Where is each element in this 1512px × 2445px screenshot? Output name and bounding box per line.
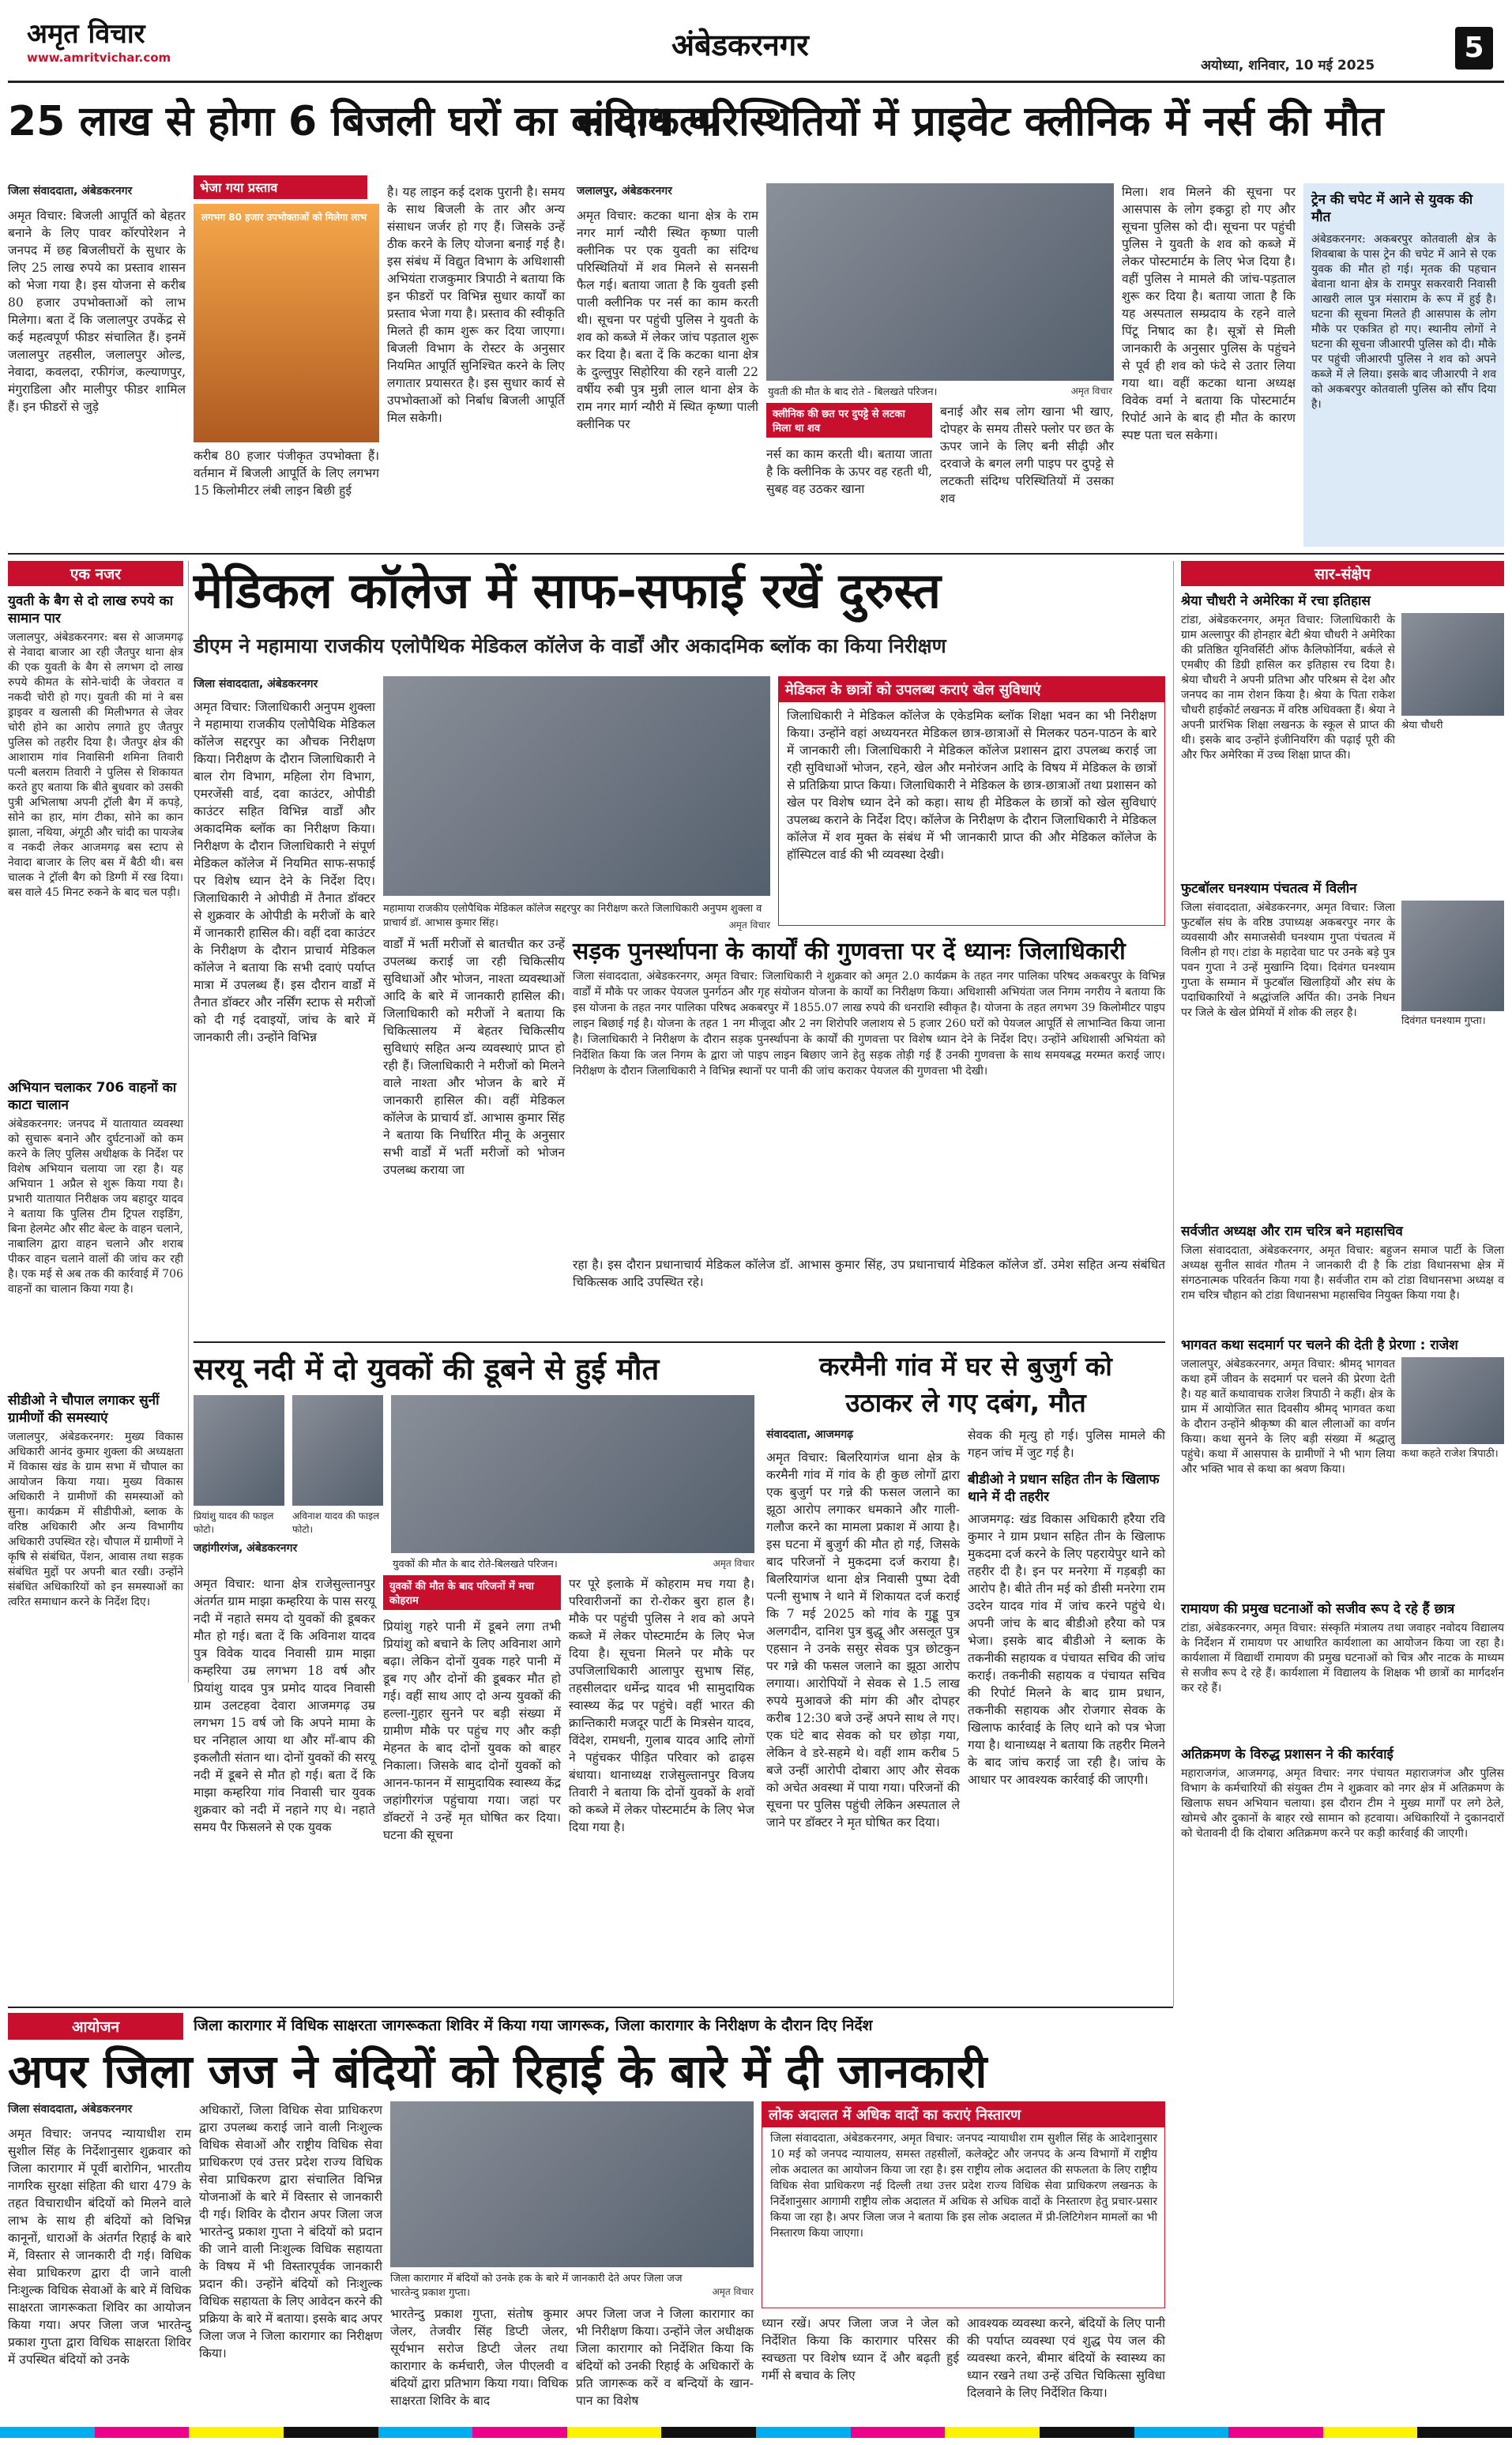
story1-col1: अमृत विचार: बिजली आपूर्ति को बेहतर बनाने के लिए पावर कॉरपोरेशन ने जनपद में छह बिजलीघरों के सुधार के लिए 25 लाख रुपये का प्रस्ताव शासन को भेजा गया है। इस योजना से करीब 80 हजार उपभोक्ताओं को लाभ मिलेगा। बता दें कि जलालपुर उपकेंद्र से कई महत्वपूर्ण फीडर संचालित हैं। इनमें जलालपुर तहसील, जलालपुर ओल्ड, नेवादा, कवलदा, रफीगंज, कल्याणपुर, मंगुराडिला और मालीपुर फीडर शामिल हैं। इन फीडरों से जुड़े: [8, 209, 186, 414]
sar-item-photo-caption: श्रेया चौधरी: [1401, 720, 1443, 732]
river-photo3-caption: युवकों की मौत के बाद रोते-बिलखते परिजन।: [393, 1559, 558, 1570]
medical-col1: अमृत विचार: जिलाधिकारी अनुपम शुक्ला ने महामाया राजकीय एलोपैथिक मेडिकल कॉलेज सद्दरपुर का औचक निरीक्षण किया। निरीक्षण के दौरान जिलाधिकारी ने बाल रोग विभाग, महिला रोग विभाग, एमरजेंसी वार्ड, दवा काउंटर, ओपीडी काउंटर सहित विभिन्न वार्डों और अकादमिक ब्लॉक का निरीक्षण किया। निरीक्षण के दौरान जिलाधिकारी ने संपूर्ण मेडिकल कॉलेज में नियमित साफ-सफाई पर विशेष ध्यान देने के निर्देश दिए। जिलाधिकारी ने ओपीडी में तैनात डॉक्टर से शुक्रवार के ओपीडी के मरीजों के बारे में जानकारी हासिल की। वहीं दवा काउंटर के निरीक्षण के दौरान प्राचार्य मेडिकल कॉलेज ने बताया कि सभी दवाएं पर्याप्त मात्रा में उपलब्ध हैं। इस दौरान वार्डों में तैनात डॉक्टर और नर्सिंग स्टाफ से मरीजों को दी गई दवाइयों, जांच के बारे में जानकारी ली। उन्होंने विभिन्न: [194, 700, 375, 1044]
court-strap: जिला कारागार में विधिक साक्षरता जागरूकता शिविर में किया गया जागरूक, जिला कारागार के निरीक्षण के दौरान दिए निर्देश: [194, 2017, 873, 2034]
sar-item-text: टांडा, अंबेडकरनगर, अमृत विचार: संस्कृति मंत्रालय तथा जवाहर नवोदय विद्यालय के निर्देशन में रामायण पर आधारित कार्यशाला का आयोजन किया जा रहा है। कार्यशाला में विद्यार्थी रामायण की प्रमुख घटनाओं को चित्र और नाटक के माध्यम से सजीव रूप दे रहे हैं। कार्यशाला में विद्यालय के शिक्षक भी छात्रों का मार्गदर्शन कर रहे हैं।: [1181, 1622, 1504, 1695]
ek-nazar-item-title: सीडीओ ने चौपाल लगाकर सुनीं ग्रामीणों की समस्याएं: [8, 1393, 160, 1426]
river-col1: अमृत विचार: थाना क्षेत्र राजेसुल्तानपुर अंतर्गत ग्राम माझा कम्हरिया के पास सरयू नदी में नहाते समय दो युवकों की डूबकर मौत हो गई। बता दें कि अविनाश यादव पुत्र विवेक यादव निवासी ग्राम माझा कम्हरिया उम्र लगभग 18 वर्ष और प्रियांशु यादव पुत्र प्रमोद यादव निवासी ग्राम उलटहवा देवारा आजमगढ़ उम्र लगभग 15 वर्ष जो कि अपने मामा के घर ननिहाल आया था और माँ-बाप की इकलौती संतान था। दोनों युवकों की सरयू नदी में डूबने से मौत हो गई। बता दें कि माझा कम्हरिया गांव निवासी चार युवक शुक्रवार को नदी में नहाने गए थे। नहाते समय पैर फिसलने से एक युवक: [194, 1577, 375, 1834]
court-label: आयोजन: [8, 2013, 183, 2040]
court-col5: ध्यान रखें। अपर जिला जज ने जेल को निर्देशित किया कि कारागार परिसर की स्वच्छता पर विशेष ध्यान दें और बढ़ती हुई गर्मी से बचाव के लिए: [762, 2316, 959, 2383]
court-box: [762, 2101, 1165, 2308]
medical-photo: [383, 676, 770, 896]
newspaper-logo: अमृत विचार: [27, 18, 145, 50]
story1-tag: भेजा गया प्रस्ताव: [194, 175, 367, 199]
sar-item-text: महाराजगंज, आजमगढ़, अमृत विचार: नगर पंचायत महाराजगंज और पुलिस विभाग के कर्मचारियों की संयुक्त टीम ने शुक्रवार को नगर क्षेत्र में अतिक्रमण के खिलाफ सघन अभियान चलाया। इस दौरान टीम ने मुख्य मार्गों पर लगे ठेले, खोमचे और दुकानों के बाहर रखे सामान को हटवाया। अधिकारियों ने दुकानदारों को चेतावनी दी कि दोबारा अतिक्रमण करने पर कड़ी कार्रवाई की जाएगी।: [1181, 1767, 1504, 1840]
story2-col3b: बनाई और सब लोग खाना भी खाए, दोपहर के समय तीसरे फ्लोर पर छत के ऊपर जाने के लिए बनी सीढ़ी और दरवाजे के बगल लगी पाइप पर दुपट्टे से लटकती संदिग्ध परिस्थितियों में उसका शव: [940, 404, 1114, 506]
medical-byline: जिला संवाददाता, अंबेडकरनगर: [194, 678, 318, 690]
medical-col2b: वार्डों में भर्ती मरीजों से बातचीत कर उन्हें उपलब्ध कराई जा रही चिकित्सीय सुविधाओं और भोजन, नाश्ता व्यवस्थाओं आदि के बारे में जानकारी हासिल की। जिलाधिकारी को मरीजों ने बताया कि चिकित्सालय में बेहतर चिकित्सीय सुविधाएं सहित अन्य व्यवस्थाएं प्राप्त हो रही हैं। जिलाधिकारी ने मरीजों को मिलने वाले नाश्ता और भोजन के बारे में जानकारी हासिल की। वहीं मेडिकल कॉलेज के प्राचार्य डॉ. आभास कुमार सिंह ने बताया कि निर्धारित मीनू के अनुसार सभी वार्डों में भर्ती मरीजों को भोजन उपलब्ध कराया जा: [383, 937, 565, 1177]
ek-nazar-item-text: जलालपुर, अंबेडकरनगर: बस से आजमगढ़ से नेवादा बाजार आ रही जैतपुर थाना क्षेत्र की एक युवती के बैग से लगभग दो लाख रुपये कीमत के सोने-चांदी के जेवरात व नकदी चोरी हो गए। युवती की मां ने बस ड्राइवर व खलासी की मिलीभगत से जेवर चोरी होने का आरोप लगाते हुए जैतपुर पुलिस को तहरीर दिया है। जैतपुर क्षेत्र की आशाराम गांव निवासिनी शमिना तिवारी पत्नी बलराम तिवारी ने पुलिस से शिकायत करते हुए बताया कि बीते बुधवार को उसकी पुत्री अभिलाषा अपनी ट्रॉली बैग में कपड़े, सोने का हार, मांग टीका, सोने का कान झाला, नथिया, अंगूठी और चांदी का पायजेब व नकदी लेकर आजमगढ़ बस स्टाप से नेवादा बाजार के लिए बस में बैठी थी। बस चालक ने ट्रॉली बैग को डिग्गी में रख दिया। बस वाले 45 मिनट रुकने के बाद चल पड़ी।: [8, 631, 183, 899]
ek-nazar-header: एक नजर: [8, 561, 183, 586]
karmaini-sub-title: बीडीओ ने प्रधान सहित तीन के खिलाफ थाने में दी तहरीर: [968, 1472, 1160, 1505]
ek-nazar-column: [8, 561, 183, 1683]
river-col3: पर पूरे इलाके में कोहराम मच गया है। परिवारीजनों का रो-रोकर बुरा हाल है। मौके पर पहुंची पुलिस ने शव को अपने कब्जे में लेकर पोस्टमार्टम के लिए भेज दिया है। सूचना मिलने पर मौके पर उपजिलाधिकारी आलापुर सुभाष सिंह, तहसीलदार धर्मेन्द्र यादव भी सामुदायिक स्वास्थ्य केंद्र पर पहुंचे। वहीं भारत की क्रान्तिकारी मजदूर पार्टी के मित्रसेन यादव, विंदेश, रामधनी, गुलाब यादव आदि लोगों ने पहुंचकर पीड़ित परिवार को ढाढ़स बंधाया। थानाध्यक्ष राजेसुल्तानपुर विजय तिवारी ने बताया कि दोनों युवकों के शवों को कब्जे में लेकर पोस्टमार्टम के लिए भेज दिया गया है।: [569, 1577, 754, 1834]
page-number: 5: [1455, 27, 1493, 70]
sar-sankshep-column: [1181, 561, 1504, 2007]
court-col2: अधिकारों, जिला विधिक सेवा प्राधिकरण द्वारा उपलब्ध कराई जाने वाली निःशुल्क विधिक सेवाओं और राष्ट्रीय विधिक सेवा प्राधिकरण एवं उत्तर प्रदेश राज्य विधिक सेवा प्राधिकरण द्वारा संचालित विभिन्न योजनाओं के बारे में विस्तार से जानकारी दी गई। शिविर के दौरान अपर जिला जज भारतेन्दु प्रकाश गुप्ता ने बंदियों को प्रदान की जाने वाली निःशुल्क विधिक सहायता के विषय में भी विस्तारपूर्वक जानकारी प्रदान की। उन्होंने बंदियों को निःशुल्क विधिक सहायता के लिए आवेदन करने की प्रक्रिया के बारे में बताया। इसके बाद अपर जिला जज ने जिला कारागार का निरीक्षण किया।: [199, 2103, 382, 2360]
registration-color-bar: [0, 2427, 1512, 2438]
sar-item-title: रामायण की प्रमुख घटनाओं को सजीव रूप दे रहे हैं छात्र: [1181, 1601, 1455, 1617]
river-headline: सरयू नदी में दो युवकों की डूबने से हुई मौत: [194, 1352, 660, 1386]
sar-sankshep-header: सार-संक्षेप: [1181, 561, 1504, 586]
story1-photo-caption: करीब 80 हजार पंजीकृत उपभोक्ता हैं। वर्तमान में बिजली आपूर्ति के लिए लगभग 15 किलोमीटर लंबी लाइन बिछी हुई: [194, 449, 379, 498]
ek-nazar-divider: [188, 561, 189, 1683]
court-col3b: भारतेन्दु प्रकाश गुप्ता, संतोष कुमार जेलर, तेजवीर सिंह डिप्टी जेलर, सूर्यभान सरोज डिप्टी जेलर तथा कारागार के कर्मचारी, जेल पीएलवी व बंदियों द्वारा प्रतिभाग किया गया। विधिक साक्षरता शिविर के बाद: [390, 2307, 568, 2408]
story2-byline: जलालपुर, अंबेडकरनगर: [577, 185, 672, 197]
story2-col4: मिला। शव मिलने की सूचना पर आसपास के लोग इकट्ठा हो गए और सूचना पुलिस को दी। सूचना पर पहुंची पुलिस ने युवती के शव को कब्जे में लेकर पोस्टमार्टम के लिए भेज दिया है। वहीं पुलिस ने मामले की जांच-पड़ताल शुरू कर दिया है। बताया जाता है कि यह अस्पताल सम्प्रदाय के रहने वाले पिंटू निषाद का है। सूत्रों से मिली जानकारी के अनुसार पुलिस के पहुंचने से पूर्व ही शव को फंदे से उतार लिया गया था। वहीं कटका थाना अध्यक्ष विवेक वर्मा ने बताया कि पोस्टमार्टम रिपोर्ट आने के बाद ही मौत के कारण स्पष्ट पता चल सकेगा।: [1122, 185, 1296, 442]
sar-item-title: श्रेया चौधरी ने अमेरिका में रचा इतिहास: [1181, 593, 1371, 609]
story1-byline: जिला संवाददाता, अंबेडकरनगर: [8, 185, 133, 197]
sar-item-title: भागवत कथा सदमार्ग पर चलने की देती है प्रेरणा : राजेश: [1181, 1337, 1458, 1353]
medical-photo-caption: महामाया राजकीय एलोपैथिक मेडिकल कॉलेज सद्दरपुर का निरीक्षण करते जिलाधिकारी अनुपम शुक्ला व प्राचार्य डॉ. आभास कुमार सिंह।: [383, 903, 762, 929]
sar-item-photo: [1401, 1357, 1504, 1444]
story1-headline: 25 लाख से होगा 6 बिजली घरों का कायाकल्प: [8, 98, 720, 145]
train-sidebar: [1303, 183, 1504, 547]
karmaini-sub-text: आजमगढ़: खंड विकास अधिकारी हरैया रवि कुमार ने ग्राम प्रधान सहित तीन के खिलाफ मुकदमा दर्ज करने के लिए पहरायेपुर थाने को तहरीर दी है। इन पर मनरेगा में गड़बड़ी का आरोप है। बीते तीन मई को डीसी मनरेगा राम उदरेन यादव गांव में जांच करने पहुंचे थे। अपनी जांच के बाद बीडीओ हरैया को पत्र भेजा। इसके बाद बीडीओ ने ब्लाक के तकनीकी सहायक व पंचायत सचिव की जांच कराई। तकनीकी सहायक व पंचायत सचिव की रिपोर्ट मिलने के बाद ग्राम प्रधान, तकनीकी सहायक और रोजगार सेवक के खिलाफ कार्रवाई के लिए थाने को पत्र भेजा गया है। थानाध्यक्ष ने बताया कि तहरीर मिलने के बाद जांच कराई जा रही है। जांच के आधार पर आवश्यक कार्रवाई की जाएगी।: [968, 1512, 1165, 1787]
karmaini-byline: संवाददाता, आजमगढ़: [766, 1428, 853, 1441]
court-col6: आवश्यक व्यवस्था करने, बंदियों के लिए पानी की पर्याप्त व्यवस्था एवं शुद्ध पेय जल की व्यवस्था करने, बीमार बंदियों के स्वास्थ्य का ध्यान रखने तथा उन्हें उचित चिकित्सा सुविधा दिलवाने के लिए निर्देशित किया।: [967, 2316, 1165, 2400]
river-photo3-credit: अमृत विचार: [713, 1558, 754, 1569]
court-photo: [390, 2101, 754, 2267]
road-headline: सड़क पुनर्स्थापना के कार्यों की गुणवत्ता पर दें ध्यानः जिलाधिकारी: [573, 938, 1126, 965]
row1-rule: [8, 553, 1504, 555]
row3-rule: [8, 2007, 1173, 2008]
sar-item-title: फुटबॉलर घनश्याम पंचतत्व में विलीन: [1181, 881, 1357, 897]
row2-rule: [194, 1341, 1165, 1343]
court-col1: अमृत विचार: जनपद न्यायाधीश राम सुशील सिंह के निर्देशानुसार शुक्रवार को जिला कारागार में पूर्वी बारोगिन, भारतीय नागरिक सुरक्षा संहिता की धारा 479 के तहत विचाराधीन बंदियों को मिलने वाले लाभ के साथ ही बंदियों को विभिन्न कानूनों, धाराओं के अंतर्गत रिहाई के बारे में, विस्तार से जानकारी दी गई। विधिक सेवा प्राधिकरण द्वारा दी जाने वाली निःशुल्क विधिक सेवाओं के बारे में विधिक साक्षरता जागरूकता शिविर का आयोजन किया गया। अपर जिला जज भारतेन्दु प्रकाश गुप्ता द्वारा विधिक साक्षरता शिविर में उपस्थित बंदियों को उनके: [8, 2127, 191, 2367]
river-photo2: [292, 1395, 383, 1506]
train-text: अंबेडकरनगर: अकबरपुर कोतवाली क्षेत्र के शिवबाबा के पास ट्रेन की चपेट में आने से एक युवक की मौत हो गई। मृतक की पहचान बेवाना थाना क्षेत्र के रामपुर सकरवारी निवासी आखरी लाल पुत्र मंसाराम के रूप में हुई है। घटना की सूचना मिलते ही आसपास के लोग मौके पर एकत्रित हो गए। स्थानीय लोगों ने घटना की सूचना जीआरपी पुलिस को दी। मौके पर पहुंची जीआरपी पुलिस ने शव को अपने कब्जे में ले लिया। इसके बाद जीआरपी ने शव को अकबरपुर कोतवाली पुलिस को सौंप दिया है।: [1311, 233, 1496, 411]
river-highlight: युवकों की मौत के बाद परिजनों में मचा कोहराम: [383, 1575, 561, 1610]
ek-nazar-item-text: अंबेडकरनगर: जनपद में यातायात व्यवस्था को सुचारू बनाने और दुर्घटनाओं को कम करने के लिए पुलिस अधीक्षक के निर्देश पर विशेष अभियान चलाया जा रहा है। यह अभियान 1 अप्रैल से शुरू किया गया है। प्रभारी यातायात निरीक्षक जय बहादुर यादव ने बताया कि पुलिस टीम ट्रिपल राइडिंग, बिना हेलमेट और सीट बेल्ट के वाहन चलाने, नाबालिग द्वारा वाहन चलाने और शराब पीकर वाहन चलाने वालों की जांच कर रही है। एक मई से अब तक की कार्रवाई में 706 वाहनों का चालान किया गया है।: [8, 1118, 183, 1296]
court-photo-caption: जिला कारागार में बंदियों को उनके हक के बारे में जानकारी देते अपर जिला जज भारतेन्दु प्रकाश गुप्ता।: [390, 2273, 683, 2299]
ek-nazar-item-title: अभियान चलाकर 706 वाहनों का काटा चालान: [8, 1080, 177, 1113]
sar-item-photo-caption: दिवंगत घनश्याम गुप्ता।: [1401, 1015, 1486, 1027]
river-col2: प्रियांशु गहरे पानी में डूबने लगा तभी प्रियांशु को बचाने के लिए अविनाश आगे बढ़ा। लेकिन दोनों युवक गहरे पानी में डूब गए और दोनों की डूबकर मौत हो गई। वहीं साथ आए दो अन्य युवकों की हल्ला-गुहार सुनने पर बड़ी संख्या में ग्रामीण मौके पर पहुंच गए और कड़ी मेहनत के बाद दोनों युवक को बाहर निकाला। जिसके बाद दोनों युवकों को आनन-फानन में सामुदायिक स्वास्थ्य केंद्र जहांगीरगंज पहुंचाया गया। जहां पर डॉक्टरों ने उन्हें मृत घोषित कर दिया। घटना की सूचना: [383, 1619, 561, 1842]
sar-item-text: जलालपुर, अंबेडकरनगर, अमृत विचार: श्रीमद् भागवत कथा हमें जीवन के सदमार्ग पर चलने की प्रेरणा देती है। यह बातें कथावाचक राजेश त्रिपाठी ने कहीं। क्षेत्र के ग्राम में आयोजित सात दिवसीय श्रीमद् भागवत कथा के दौरान उन्होंने श्रीकृष्ण की बाल लीलाओं का वर्णन किया। कथा सुनने के लिए बड़ी संख्या में श्रद्धालु पहुंचे। कथा में आसपास के ग्रामीणों ने भी भाग लिया और भक्ति भाव से कथा का श्रवण किया।: [1181, 1358, 1395, 1476]
section-title: अंबेडकरनगर: [671, 28, 809, 62]
court-byline: जिला संवाददाता, अंबेडकरनगर: [8, 2103, 133, 2116]
story2-headline: संदिग्ध परिस्थितियों में प्राइवेट क्लीनिक में नर्स की मौत: [577, 98, 1384, 145]
court-col4b: अपर जिला जज ने जिला कारागार का भी निरीक्षण किया। उन्होंने जेल अधीक्षक जिला कारागार को निर्देशित किया कि बंदियों को उनकी रिहाई के अधिकारों के प्रति जागरूक करें व बन्दियों के खान-पान का विशेष: [576, 2307, 754, 2408]
sar-item-photo-caption: कथा कहते राजेश त्रिपाठी।: [1401, 1448, 1499, 1460]
medical-subhead: डीएम ने महामाया राजकीय एलोपैथिक मेडिकल कॉलेज के वार्डों और अकादमिक ब्लॉक का किया निरीक्षण: [194, 634, 946, 657]
karmaini-col2: सेवक की मृत्यु हो गई। पुलिस मामले की गहन जांच में जुट गई है।: [968, 1428, 1165, 1460]
masthead-rule: [8, 81, 1504, 83]
train-title: ट्रेन की चपेट में आने से युवक की मौत: [1311, 192, 1473, 225]
medical-box-title: मेडिकल के छात्रों को उपलब्ध कराएं खेल सुविधाएं: [779, 677, 1164, 702]
karmaini-col1: अमृत विचार: बिलरियागंज थाना क्षेत्र के करमैनी गांव में गांव के ही कुछ लोगों द्वारा एक बुजुर्ग पर गन्ने की फसल जलाने का झूठा आरोप लगाकर धमकाने और गाली-गलौज करने का मामला प्रकाश में आया है। इस घटना में बुजुर्ग की मौत हो गई, जिसके बाद परिजनों ने मुकदमा दर्ज कराया है। बिलरियागंज थाना क्षेत्र निवासी पुष्पा देवी पत्नी सुभाष ने थाने में शिकायत दर्ज कराई कि 7 मई 2025 को गांव के गुड्डू पुत्र अलगदीन, दानिश पुत्र बुद्धू और असलूत पुत्र एहसान ने उनके ससुर सेवक पुत्र छोटकुन पर गन्ने की फसल जलाने का झूठा आरोप लगाया। आरोपियों ने सेवक से 1.5 लाख रुपये मुआवजे की मांग की और दोपहर करीब 12:30 बजे उन्हें अपने साथ ले गए। एक घंटे बाद सेवक को घर छोड़ा गया, लेकिन वे डरे-सहमे थे। वहीं शाम करीब 5 बजे उन्हीं आरोपी दोबारा आए और सेवक को अचेत अवस्था में पाया गया। परिजनों की सूचना पर पुलिस पहुंची लेकिन अस्पताल ले जाने पर डॉक्टर ने मृत घोषित कर दिया।: [766, 1450, 960, 1830]
river-photo3: [391, 1395, 754, 1553]
story2-col2b: नर्स का काम करती थी। बताया जाता है कि क्लीनिक के ऊपर वह रहती थी, सुबह वह उठकर खाना: [766, 447, 932, 496]
sar-item-title: अतिक्रमण के विरुद्ध प्रशासन ने की कार्रवाई: [1181, 1747, 1394, 1762]
story2-photo-credit: अमृत विचार: [1070, 386, 1112, 397]
sar-item-photo: [1401, 901, 1504, 1011]
sar-item-text: टांडा, अंबेडकरनगर, अमृत विचार: जिलाधिकारी के ग्राम अल्लापुर की होनहार बेटी श्रेया चौधरी ने अमेरिका की प्रतिष्ठित यूनिवर्सिटी ऑफ कैलिफोर्निया, बर्कले से एमबीए की डिग्री हासिल कर इतिहास रच दिया है। श्रेया चौधरी ने अपनी प्रतिभा और परिश्रम से देश और जनपद का नाम रोशन किया है। श्रेया के पिता राकेश चौधरी हाईकोर्ट लखनऊ में वरिष्ठ अधिवक्ता हैं। श्रेया ने अपनी प्रारंभिक शिक्षा लखनऊ के स्कूल से प्राप्त की थी। इसके बाद उन्होंने इंजीनियरिंग की पढ़ाई पूरी की और फिर अमेरिका में उच्च शिक्षा प्राप्त की।: [1181, 614, 1395, 762]
river-photo1-caption: प्रियांशु यादव की फाइल फोटो।: [194, 1510, 274, 1535]
river-byline: जहांगीरगंज, अंबेडकरनगर: [194, 1542, 298, 1555]
karmaini-headline-line1: करमैनी गांव में घर से बुजुर्ग को: [819, 1351, 1112, 1382]
story2-photo: [766, 183, 1114, 381]
river-photo1: [194, 1395, 284, 1506]
court-box-title: लोक अदालत में अधिक वादों का कराएं निस्तारण: [762, 2102, 1164, 2127]
sar-item-text: जिला संवाददाता, अंबेडकरनगर, अमृत विचार: जिला फुटबॉल संघ के वरिष्ठ उपाध्यक्ष अकबरपुर नगर के व्यवसायी और समाजसेवी घनश्याम गुप्ता पंचतत्व में विलीन हो गए। टांडा के महादेवा घाट पर उनके बड़े पुत्र पवन गुप्ता ने उन्हें मुखाग्नि दिया। दिवंगत घनश्याम गुप्ता के सम्मान में फुटबॉल खिलाड़ियों और संघ के पदाधिकारियों ने श्रद्धांजलि अर्पित की। उनके निधन पर जिले के खेल प्रेमियों में शोक की लहर है।: [1181, 901, 1395, 1019]
sar-item-photo: [1401, 613, 1504, 716]
court-box-text: जिला संवाददाता, अंबेडकरनगर, अमृत विचार: जनपद न्यायाधीश राम सुशील सिंह के आदेशानुसार 10 मई को जनपद न्यायालय, समस्त तहसीलों, कलेक्ट्रेट और जनपद के अन्य विभागों में राष्ट्रीय लोक अदालत का आयोजन किया जा रहा है। इस राष्ट्रीय लोक अदालत की सफलता के लिए राष्ट्रीय विधिक सेवा प्राधिकरण नई दिल्ली तथा उत्तर प्रदेश राज्य विधिक सेवा प्राधिकरण लखनऊ के निर्देशानुसार आगामी राष्ट्रीय लोक अदालत में अधिक से अधिक वादों के निस्तारण हेतु प्रचार-प्रसार किया जा रहा है। अपर जिला जज ने बताया कि इस लोक अदालत में प्री-लिटिगेशन मामलों का भी निस्तारण किया जाएगा।: [770, 2132, 1157, 2240]
medical-box-text: जिलाधिकारी ने मेडिकल कॉलेज के एकेडमिक ब्लॉक शिक्षा भवन का भी निरीक्षण किया। उन्होंने वहां अध्ययनरत मेडिकल छात्र-छात्राओं से मिलकर पठन-पाठन के बारे में जानकारी ली। जिलाधिकारी ने मेडिकल कॉलेज प्रशासन द्वारा उपलब्ध कराई जा रही सुविधाओं भोजन, रहने, खेल और मनोरंजन आदि के विषय में मेडिकल के छात्रों से प्रतिक्रिया प्राप्त किया। जिलाधिकारी ने मेडिकल के छात्र-छात्राओं तथा प्रशासन को खेल पर विशेष ध्यान देने को कहा। साथ ही मेडिकल के छात्रों को खेल सुविधाएं उपलब्ध कराने के निर्देश दिए। कॉलेज के निरीक्षण के दौरान जिलाधिकारी ने मेडिकल कॉलेज में शव मुक्त के संबंध में भी जानकारी प्राप्त की और मेडिकल कॉलेज के हॉस्पिटल वार्ड की भी व्यवस्था देखी।: [787, 709, 1157, 862]
medical-box: [778, 676, 1165, 926]
masthead: [0, 0, 1512, 84]
story2-col1: अमृत विचार: कटका थाना क्षेत्र के राम नगर मार्ग न्यौरी स्थित कृष्णा पाली क्लीनिक पर एक युवती का संदिग्ध परिस्थितियों में शव मिलने से सनसनी फैल गई। बताया जाता है कि युवती इसी पाली क्लीनिक पर नर्स का काम करती थी। सूचना पर पहुंची पुलिस ने युवती के शव को कब्जे में लेकर जांच पड़ताल शुरू कर दिया है। बता दें कि कटका थाना क्षेत्र के दुल्लुपुर सिहोरिया की रहने वाली 22 वर्षीय रुबी पुत्र मुन्नी लाल थाना क्षेत्र के राम नगर मार्ग न्यौरी में स्थित कृष्णा पाली क्लीनिक पर: [577, 209, 758, 431]
river-photo2-caption: अविनाश यादव की फाइल फोटो।: [292, 1510, 380, 1535]
story1-col3: है। यह लाइन कई दशक पुरानी है। समय के साथ बिजली के तार और अन्य संसाधन जर्जर हो गए हैं। जिसके उन्हें ठीक करने के लिए योजना बनाई गई है। इस संबंध में विद्युत विभाग के अधिशासी अभियंता राजकुमार त्रिपाठी ने बताया कि इन फीडरों पर विभिन्न सुधार कार्यों का प्रस्ताव भेजा गया है। प्रस्ताव की स्वीकृति मिलते ही काम शुरू कर दिया जाएगा। बिजली विभाग के रोस्टर के अनुसार नियमित आपूर्ति सुनिश्चित करने के लिए लगातार प्रयासरत है। इस सुधार कार्य से उपभोक्ताओं को निर्बाध बिजली आपूर्ति मिल सकेगी।: [387, 185, 565, 425]
sidebar-divider: [1173, 561, 1174, 2007]
story2-highlight: क्लीनिक की छत पर दुपट्टे से लटका मिला था शव: [766, 403, 932, 438]
medical-headline: मेडिकल कॉलेज में साफ-सफाई रखें दुरुस्त: [194, 562, 941, 619]
ek-nazar-item-title: युवती के बैग से दो लाख रुपये का सामान पार: [8, 593, 174, 626]
court-photo-credit: अमृत विचार: [712, 2286, 754, 2297]
ek-nazar-item-text: जलालपुर, अंबेडकरनगर: मुख्य विकास अधिकारी आनंद कुमार शुक्ला की अध्यक्षता में विकास खंड के ग्राम सभा में चौपाल का आयोजन किया गया। मुख्य विकास अधिकारी ने ग्रामीणों की समस्याओं को सुना। कार्यक्रम में सीडीपीओ, ब्लाक के वरिष्ठ अधिकारी और अन्य विभागीय अधिकारी उपस्थित रहे। चौपाल में ग्रामीणों ने कृषि से संबंधित, पेंशन, आवास तथा सड़क संबंधित मुद्दों पर अपनी बात रखी। उन्होंने संबंधित अधिकारियों को इन समस्याओं का त्वरित समाधान करने के निर्देश दिए।: [8, 1431, 183, 1608]
medical-tail: रहा है। इस दौरान प्रधानाचार्य मेडिकल कॉलेज डॉ. आभास कुमार सिंह, उप प्रधानाचार्य मेडिकल कॉलेज डॉ. उमेश सहित अन्य संबंधित चिकित्सक आदि उपस्थित रहे।: [573, 1258, 1165, 1289]
sar-item-title: सर्वजीत अध्यक्ष और राम चरित्र बने महासचिव: [1181, 1224, 1403, 1239]
medical-photo-credit: अमृत विचार: [728, 920, 770, 931]
website-url: www.amritvichar.com: [27, 51, 171, 65]
road-text: जिला संवाददाता, अंबेडकरनगर, अमृत विचार: जिलाधिकारी ने शुक्रवार को अमृत 2.0 कार्यक्रम के तहत नगर पालिका परिषद अकबरपुर के विभिन्न वार्डों में मौके पर जाकर पेयजल पुनर्गठन और गृह संयोजन योजना के कार्यों का निरीक्षण किया। अधिशासी अभियंता जल निगम नगरीय ने बताया कि इस योजना के तहत नगर पालिका परिषद अकबरपुर में 1855.07 लाख रुपये की धनराशि स्वीकृत है। योजना के तहत लगभग 39 किलोमीटर पाइप लाइन बिछाई गई है। योजना के तहत 1 नग मीजूदा और 2 नग शिरोपरि जलाशय से 5 हजार 260 घरों को पेयजल आपूर्ति से लाभान्वित किया जाना है। जिलाधिकारी ने निरीक्षण के दौरान सड़क पुनर्स्थापना के कार्यों की गुणवत्ता पर विशेष ध्यान देने के निर्देश दिए। उन्होंने अधिशासी अभियंता को निर्देशित किया कि जल निगम के द्वारा जो पाइप लाइन बिछाए जाने हेतु सड़क तोड़ी गई हैं उनकी गुणवत्ता के साथ समयबद्ध मरम्मत कराई जाए। निरीक्षण के दौरान जिलाधिकारी ने विभिन्न स्थानों पर पानी की जांच कराकर पेयजल की गुणवत्ता भी देखी।: [573, 970, 1165, 1078]
karmaini-headline-line2: उठाकर ले गए दबंग, मौत: [845, 1387, 1086, 1418]
court-headline: अपर जिला जज ने बंदियों को रिहाई के बारे में दी जानकारी: [8, 2044, 987, 2098]
sar-item-text: जिला संवाददाता, अंबेडकरनगर, अमृत विचार: बहुजन समाज पार्टी के जिला अध्यक्ष सुनील सावंत गौतम ने जानकारी दी है कि टांडा विधानसभा क्षेत्र में संगठनात्मक परिवर्तन किया गया है। सर्वजीत राम को टांडा विधानसभा अध्यक्ष व राम चरित्र चौहान को टांडा विधानसभा महासचिव नियुक्त किया गया है।: [1181, 1244, 1504, 1302]
dateline: अयोध्या, शनिवार, 10 मई 2025: [1201, 58, 1375, 73]
story2-photo-caption: युवती की मौत के बाद रोते - बिलखते परिजन।: [768, 386, 938, 398]
story1-photo: [194, 204, 379, 442]
story1-photo-tag: लगभग 80 हजार उपभोक्ताओं को मिलेगा लाभ: [201, 212, 367, 223]
